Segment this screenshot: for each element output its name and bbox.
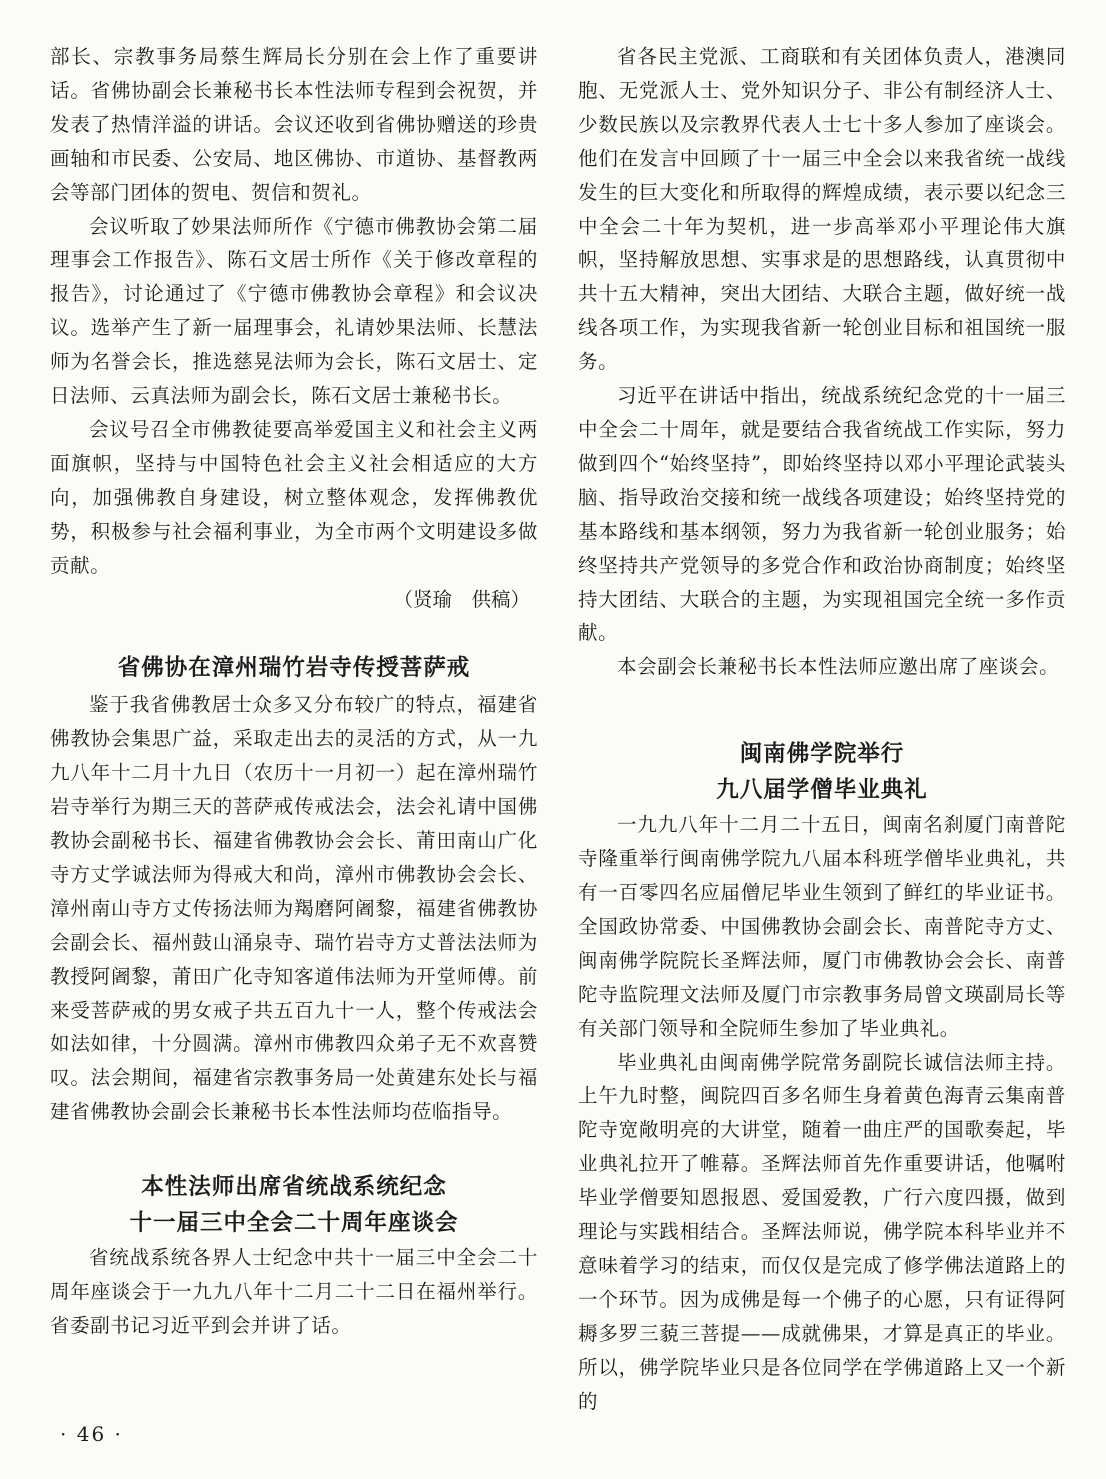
paragraph: 部长、宗教事务局蔡生辉局长分别在会上作了重要讲话。省佛协副会长兼秘书长本性法师专程到会祝贺，并发表了热情洋溢的讲话。会议还收到省佛协赠送的珍贵画轴和市民委、公安局、地区佛协、市道协、基督教两会等部门团体的贺电、贺信和贺礼。 [50,45,538,204]
page-number: · 46 · [60,1422,123,1446]
article-title: 省佛协在漳州瑞竹岩寺传授菩萨戒 [117,655,471,682]
paragraph: 省统战系统各界人士纪念中共十一届三中全会二十周年座谈会于一九九八年十二月二十二日在福州举行。省委副书记习近平到会并讲了话。 [50,1246,538,1337]
paragraph: 会议听取了妙果法师所作《宁德市佛教协会第二届理事会工作报告》、陈石文居士所作《关于修改章程的报告》，讨论通过了《宁德市佛教协会章程》和会议决议。选举产生了新一届理事会，礼请妙果法师、长慧法师为名誉会长，推选慈晃法师为会长，陈石文居士、定日法师、云真法师为副会长，陈石文居士兼秘书长。 [50,214,538,408]
paragraph: 一九九八年十二月二十五日，闽南名刹厦门南普陀寺隆重举行闽南佛学院九八届本科班学僧毕业典礼，共有一百零四名应届僧尼毕业生领到了鲜红的毕业证书。全国政协常委、中国佛教协会副会长、南普陀寺方丈、闽南佛学院院长圣辉法师，厦门市佛教协会会长、南普陀寺监院理文法师及厦门市宗教事务局曾文瑛副局长等有关部门领导和全院师生参加了毕业典礼。 [578,813,1066,1040]
paragraph: 毕业典礼由闽南佛学院常务副院长诚信法师主持。上午九时整，闽院四百多名师生身着黄色海青云集南普陀寺宽敞明亮的大讲堂，随着一曲庄严的国歌奏起，毕业典礼拉开了帷幕。圣辉法师首先作重要讲话，他嘱咐毕业学僧要知恩报恩、爱国爱教，广行六度四摄，做到理论与实践相结合。圣辉法师说，佛学院本科毕业并不意味着学习的结束，而仅仅是完成了修学佛法道路上的一个环节。因为成佛是每一个佛子的心愿，只有证得阿耨多罗三藐三菩提——成就佛果，才算是真正的毕业。所以，佛学院毕业只是各位同学在学佛道路上又一个新的 [578,1050,1066,1413]
article-title-line: 九八届学僧毕业典礼 [716,777,928,804]
article-title-line: 本性法师出席省统战系统纪念 [141,1174,447,1201]
left-column [50,40,538,1343]
paragraph: 会议号召全市佛教徒要高举爱国主义和社会主义两面旗帜，坚持与中国特色社会主义社会相适应的大方向，加强佛教自身建设，树立整体观念，发挥佛教优势，积极参与社会福利事业，为全市两个文明建设多做贡献。 [50,417,538,577]
article-title-block [50,1169,538,1241]
right-column [578,40,1066,1419]
article-credit: （贤瑜 供稿） [393,587,530,611]
paragraph: 本会副会长兼秘书长本性法师应邀出席了座谈会。 [617,655,1060,679]
article-title-line: 闽南佛学院举行 [739,741,905,768]
paragraph: 习近平在讲话中指出，统战系统纪念党的十一届三中全会二十周年，就是要结合我省统战工作实际，努力做到四个“始终坚持”，即始终坚持以邓小平理论武装头脑、指导政治交接和统一战线各项建设；始终坚持党的基本路线和基本纲领，努力为我省新一轮创业服务；始终坚持共产党领导的多党合作和政治协商制度；始终坚持大团结、大联合的主题，为实现祖国完全统一多作贡献。 [578,384,1066,645]
article-title-block [578,736,1066,808]
article-title-line: 十一届三中全会二十周年座谈会 [129,1210,459,1237]
paragraph: 省各民主党派、工商联和有关团体负责人，港澳同胞、无党派人士、党外知识分子、非公有制经济人士、少数民族以及宗教界代表人士七十多人参加了座谈会。他们在发言中回顾了十一届三中全会以来我省统一战线发生的巨大变化和所取得的辉煌成绩，表示要以纪念三中全会二十年为契机，进一步高举邓小平理论伟大旗帜，坚持解放思想、实事求是的思想路线，认真贯彻中共十五大精神，突出大团结、大联合主题，做好统一战线各项工作，为实现我省新一轮创业目标和祖国统一服务。 [578,45,1066,374]
paragraph: 鉴于我省佛教居士众多又分布较广的特点，福建省佛教协会集思广益，采取走出去的灵活的方式，从一九九八年十二月十九日（农历十一月初一）起在漳州瑞竹岩寺举行为期三天的菩萨戒传戒法会，法会礼请中国佛教协会副秘书长、福建省佛教协会会长、莆田南山广化寺方丈学诚法师为得戒大和尚，漳州市佛教协会会长、漳州南山寺方丈传扬法师为羯磨阿阇黎，福建省佛教协会副会长、福州鼓山涌泉寺、瑞竹岩寺方丈普法法师为教授阿阇黎，莆田广化寺知客道伟法师为开堂师傅。前来受菩萨戒的男女戒子共五百九十一人，整个传戒法会如法如律，十分圆满。漳州市佛教四众弟子无不欢喜赞叹。法会期间，福建省宗教事务局一处黄建东处长与福建省佛教协会副会长兼秘书长本性法师均莅临指导。 [50,693,538,1124]
